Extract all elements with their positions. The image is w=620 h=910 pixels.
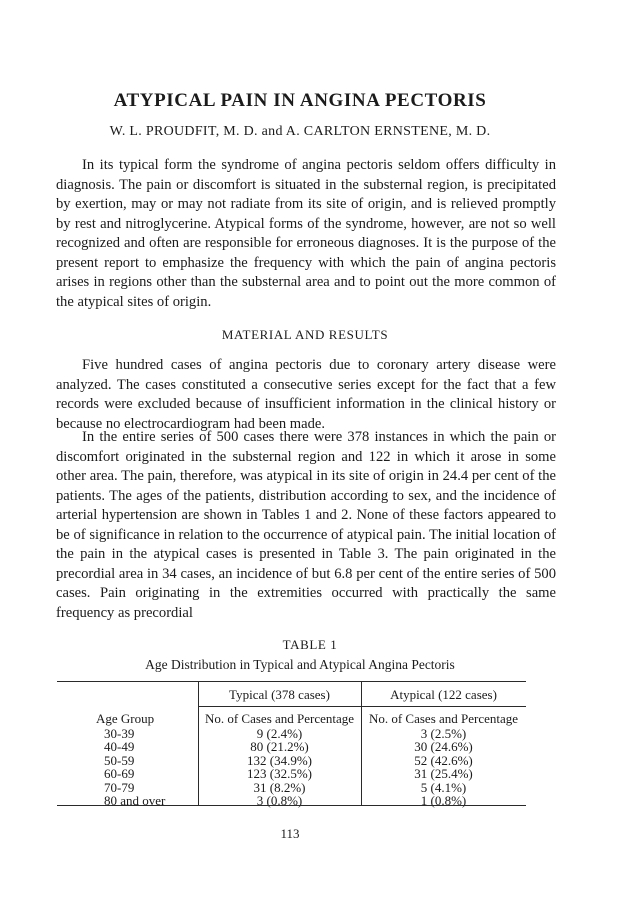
typical-cases-cell: 123 (32.5%) [247, 766, 312, 782]
group-header-atypical: Atypical (122 cases) [390, 687, 497, 702]
typical-cases-cell: 9 (2.4%) [256, 726, 303, 741]
material-paragraph: Five hundred cases of angina pectoris due to coronary artery disease were analyzed. The cases constituted a consecutive series except for the fact that a few records were excluded because of insufficient information in the clinical history or because no electrocardiogram had been made. [56, 357, 556, 432]
age-group-cell: 80 and over [104, 793, 166, 808]
column-header-atypical: No. of Cases and Percentage [368, 711, 519, 726]
table-top-rule [57, 681, 526, 682]
age-group-cell: 70-79 [104, 779, 135, 795]
table-subheader-rule [198, 706, 526, 707]
intro-paragraph: In its typical form the syndrome of angina pectoris seldom offers difficulty in diagnosis. The pain or discomfort is situated in the substernal region, is precipitated by exertion, may or may not radiate from its site of origin, and is relieved promptly by rest and nitroglycerine. Atypical forms of the syndrome, however, are not so well recognized and often are responsible for erroneous diagnoses. It is the purpose of the present report to emphasize the frequency with which the pain of angina pectoris arises in regions other than the substernal area and to point out the more common of the atypical sites of origin. [56, 157, 556, 310]
table-caption: Age Distribution in Typical and Atypical Angina Pectoris [145, 657, 455, 672]
atypical-cases-cell: 3 (2.5%) [420, 726, 467, 741]
table-number: TABLE 1 [282, 637, 338, 652]
atypical-cases-cell: 31 (25.4%) [414, 766, 473, 782]
age-group-cell: 60-69 [104, 766, 135, 782]
material-paragraph-block [56, 356, 556, 434]
atypical-cases-cell: 5 (4.1%) [420, 779, 467, 795]
age-group-cell: 30-39 [104, 726, 135, 741]
article-authors: W. L. PROUDFIT, M. D. and A. CARLTON ERNSTENE, M. D. [109, 124, 491, 139]
typical-cases-cell: 3 (0.8%) [256, 793, 303, 808]
results-paragraph: In the entire series of 500 cases there were 378 instances in which the pain or discomfort originated in the substernal region and 122 in which it arose in some other area. The pain, therefore, was atypical in its site of origin in 24.4 per cent of the patients. The ages of the patients, distribution according to sex, and the incidence of arterial hypertension are shown in Tables 1 and 2. None of these factors appeared to be of significance in relation to the occurrence of atypical pain. The initial location of the pain in the atypical cases is presented in Table 3. The pain originated in the precordial area in 34 cases, an incidence of but 6.8 per cent of the entire series of 500 cases. Pain originating in the extremities occurred with practically the same frequency as precordial [56, 429, 556, 621]
atypical-cases-cell: 30 (24.6%) [414, 739, 473, 755]
group-header-typical: Typical (378 cases) [229, 687, 330, 702]
page-number: 113 [280, 826, 300, 841]
table-bottom-rule [57, 805, 526, 806]
age-group-cell: 50-59 [104, 752, 135, 768]
typical-cases-cell: 132 (34.9%) [247, 752, 312, 768]
article-title: ATYPICAL PAIN IN ANGINA PECTORIS [113, 90, 487, 111]
results-paragraph-block [56, 428, 556, 623]
age-group-cell: 40-49 [104, 739, 135, 755]
atypical-cases-cell: 1 (0.8%) [420, 793, 467, 808]
typical-cases-cell: 31 (8.2%) [253, 779, 306, 795]
atypical-cases-cell: 52 (42.6%) [414, 752, 473, 768]
column-header-age-group: Age Group [96, 711, 155, 726]
column-header-typical: No. of Cases and Percentage [204, 711, 355, 726]
section-heading: MATERIAL AND RESULTS [221, 327, 389, 342]
typical-cases-cell: 80 (21.2%) [250, 739, 309, 755]
intro-paragraph-block [56, 156, 556, 312]
